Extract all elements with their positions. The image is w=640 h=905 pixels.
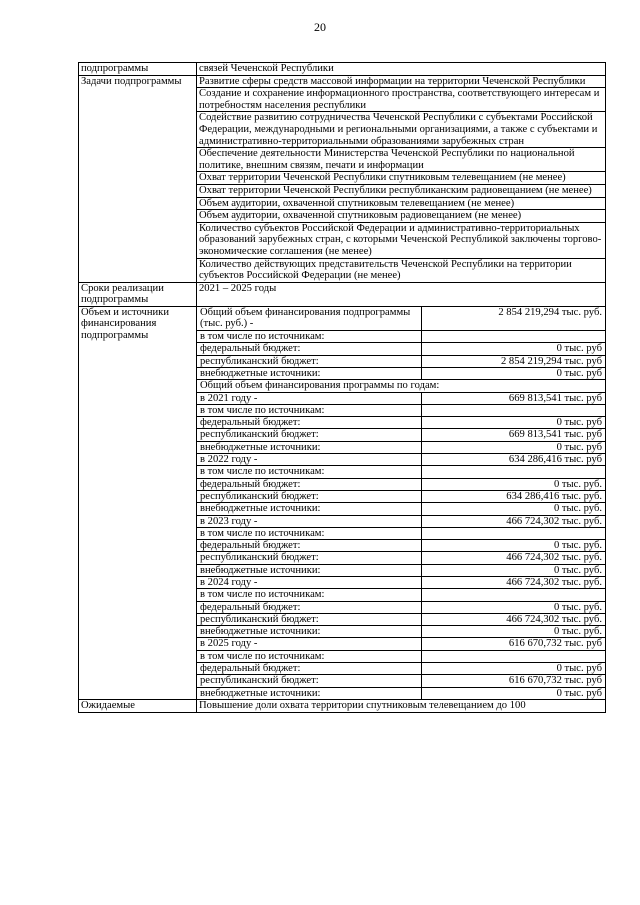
funding-row [197, 589, 605, 601]
row-funding [79, 306, 606, 699]
value-continuation: связей Чеченской Республики [197, 63, 606, 76]
funding-item-value: 0 тыс. руб [422, 417, 606, 429]
funding-item-value: 0 тыс. руб [422, 441, 606, 453]
funding-item-label: в 2023 году - [197, 515, 422, 527]
funding-item-value [422, 589, 606, 601]
page-number: 20 [314, 20, 326, 34]
funding-item-value: 2 854 219,294 тыс. руб [422, 355, 606, 367]
funding-item-label: федеральный бюджет: [197, 663, 422, 675]
funding-item-label: федеральный бюджет: [197, 343, 422, 355]
label-terms: Сроки реализации подпрограммы [79, 282, 197, 306]
funding-row [197, 626, 605, 638]
funding-item-value: 0 тыс. руб. [422, 503, 606, 515]
funding-item-label: федеральный бюджет: [197, 417, 422, 429]
funding-item-value: 0 тыс. руб [422, 367, 606, 379]
funding-row [197, 564, 605, 576]
funding-item-value: 0 тыс. руб [422, 663, 606, 675]
task-item: Создание и сохранение информационного пространства, соответствующего интересам и потребностям населения республики [197, 88, 605, 112]
funding-row [197, 540, 605, 552]
row-terms [79, 282, 606, 306]
funding-row [197, 613, 605, 625]
row-continuation [79, 63, 606, 76]
label-funding: Объем и источники финансирования подпрограммы [79, 306, 197, 699]
funding-item-label: в том числе по источникам: [197, 404, 422, 416]
funding-row [197, 392, 605, 404]
funding-item-label: республиканский бюджет: [197, 355, 422, 367]
funding-row [197, 552, 605, 564]
funding-row [197, 355, 605, 367]
funding-item-value: 634 286,416 тыс. руб. [422, 490, 606, 502]
task-item: Содействие развитию сотрудничества Чеченской Республики с субъектами Российской Федерации, международными и региональными организациями, а также с субъектами и административно-территориальными образованиями зарубежных стран [197, 112, 605, 148]
funding-row [197, 503, 605, 515]
task-item: Обеспечение деятельности Министерства Чеченской Республики по национальной политике, внешним связям, печати и информации [197, 148, 605, 172]
funding-row [197, 429, 605, 441]
funding-row [197, 404, 605, 416]
value-terms: 2021 – 2025 годы [197, 282, 606, 306]
funding-row [197, 663, 605, 675]
funding-row [197, 367, 605, 379]
funding-item-value [422, 404, 606, 416]
funding-item-label: в том числе по источникам: [197, 331, 422, 343]
label-tasks: Задачи подпрограммы [79, 75, 197, 282]
funding-row [197, 515, 605, 527]
funding-item-label: республиканский бюджет: [197, 675, 422, 687]
funding-row [197, 650, 605, 662]
funding-cell [197, 306, 606, 699]
funding-item-label: в 2025 году - [197, 638, 422, 650]
funding-row [197, 307, 605, 331]
funding-item-label: в том числе по источникам: [197, 527, 422, 539]
funding-item-value: 0 тыс. руб. [422, 478, 606, 490]
funding-item-value [422, 527, 606, 539]
funding-item-value: 2 854 219,294 тыс. руб. [422, 307, 606, 331]
task-item: Развитие сферы средств массовой информации на территории Чеченской Республики [197, 76, 605, 89]
funding-item-label: в 2021 году - [197, 392, 422, 404]
funding-item-label: в 2024 году - [197, 577, 422, 589]
funding-row [197, 577, 605, 589]
funding-item-value: 466 724,302 тыс. руб. [422, 613, 606, 625]
funding-item-value: 0 тыс. руб. [422, 540, 606, 552]
funding-item-label: республиканский бюджет: [197, 490, 422, 502]
funding-table [197, 307, 605, 699]
funding-item-value: 466 724,302 тыс. руб. [422, 577, 606, 589]
funding-item-value: 634 286,416 тыс. руб [422, 454, 606, 466]
funding-row [197, 441, 605, 453]
funding-row [197, 601, 605, 613]
funding-item-label: в том числе по источникам: [197, 466, 422, 478]
funding-item-label: федеральный бюджет: [197, 540, 422, 552]
task-item: Количество действующих представительств Чеченской Республики на территории субъектов Российской Федерации (не менее) [199, 258, 572, 282]
funding-row [197, 638, 605, 650]
funding-item-label: Общий объем финансирования подпрограммы (тыс. руб.) - [197, 307, 422, 331]
funding-row [197, 675, 605, 687]
funding-item-label: внебюджетные источники: [197, 687, 422, 699]
task-item: Количество субъектов Российской Федерации и административно-территориальных образований зарубежных стран, с которыми Чеченской Республикой заключены торгово-экономические соглашения (не менее) [197, 223, 605, 259]
funding-item-value: 0 тыс. руб. [422, 626, 606, 638]
funding-row [197, 343, 605, 355]
funding-item-label: внебюджетные источники: [197, 367, 422, 379]
funding-row [197, 466, 605, 478]
task-item: Охват территории Чеченской Республики республиканским радиовещанием (не менее) [197, 185, 605, 198]
funding-item-label: внебюджетные источники: [197, 564, 422, 576]
funding-item-value: 466 724,302 тыс. руб. [422, 515, 606, 527]
funding-item-value: 0 тыс. руб. [422, 601, 606, 613]
subprogram-passport-table [78, 62, 606, 713]
funding-item-value: 466 724,302 тыс. руб. [422, 552, 606, 564]
funding-item-label: в том числе по источникам: [197, 650, 422, 662]
row-tasks [79, 75, 606, 282]
funding-item-value: 0 тыс. руб [422, 343, 606, 355]
label-expected: Ожидаемые [79, 699, 197, 712]
funding-item-label: внебюджетные источники: [197, 503, 422, 515]
funding-row [197, 490, 605, 502]
funding-item-value: 669 813,541 тыс. руб [422, 392, 606, 404]
funding-item-value: 616 670,732 тыс. руб [422, 638, 606, 650]
value-expected: Повышение доли охвата территории спутниковым телевещанием до 100 [197, 699, 606, 712]
tasks-list [197, 75, 606, 282]
funding-item-label: в 2022 году - [197, 454, 422, 466]
funding-item-value [422, 466, 606, 478]
funding-item-value: 0 тыс. руб. [422, 564, 606, 576]
funding-row [197, 687, 605, 699]
funding-item-label: федеральный бюджет: [197, 478, 422, 490]
funding-item-value: 616 670,732 тыс. руб [422, 675, 606, 687]
funding-item-label: республиканский бюджет: [197, 613, 422, 625]
funding-row [197, 454, 605, 466]
funding-item-label: Общий объем финансирования программы по годам: [197, 380, 605, 392]
task-item: Объем аудитории, охваченной спутниковым радиовещанием (не менее) [197, 210, 605, 223]
funding-row [197, 380, 605, 392]
task-item: Охват территории Чеченской Республики спутниковым телевещанием (не менее) [197, 172, 605, 185]
funding-item-label: республиканский бюджет: [197, 429, 422, 441]
funding-item-value: 669 813,541 тыс. руб [422, 429, 606, 441]
funding-row [197, 331, 605, 343]
funding-row [197, 478, 605, 490]
funding-row [197, 527, 605, 539]
funding-item-label: республиканский бюджет: [197, 552, 422, 564]
funding-row [197, 417, 605, 429]
task-item: Объем аудитории, охваченной спутниковым телевещанием (не менее) [197, 198, 605, 211]
funding-item-value: 0 тыс. руб [422, 687, 606, 699]
funding-item-value [422, 331, 606, 343]
funding-item-label: федеральный бюджет: [197, 601, 422, 613]
funding-item-label: внебюджетные источники: [197, 626, 422, 638]
label-continuation: подпрограммы [79, 63, 197, 76]
funding-item-label: внебюджетные источники: [197, 441, 422, 453]
funding-item-value [422, 650, 606, 662]
row-expected [79, 699, 606, 712]
funding-item-label: в том числе по источникам: [197, 589, 422, 601]
